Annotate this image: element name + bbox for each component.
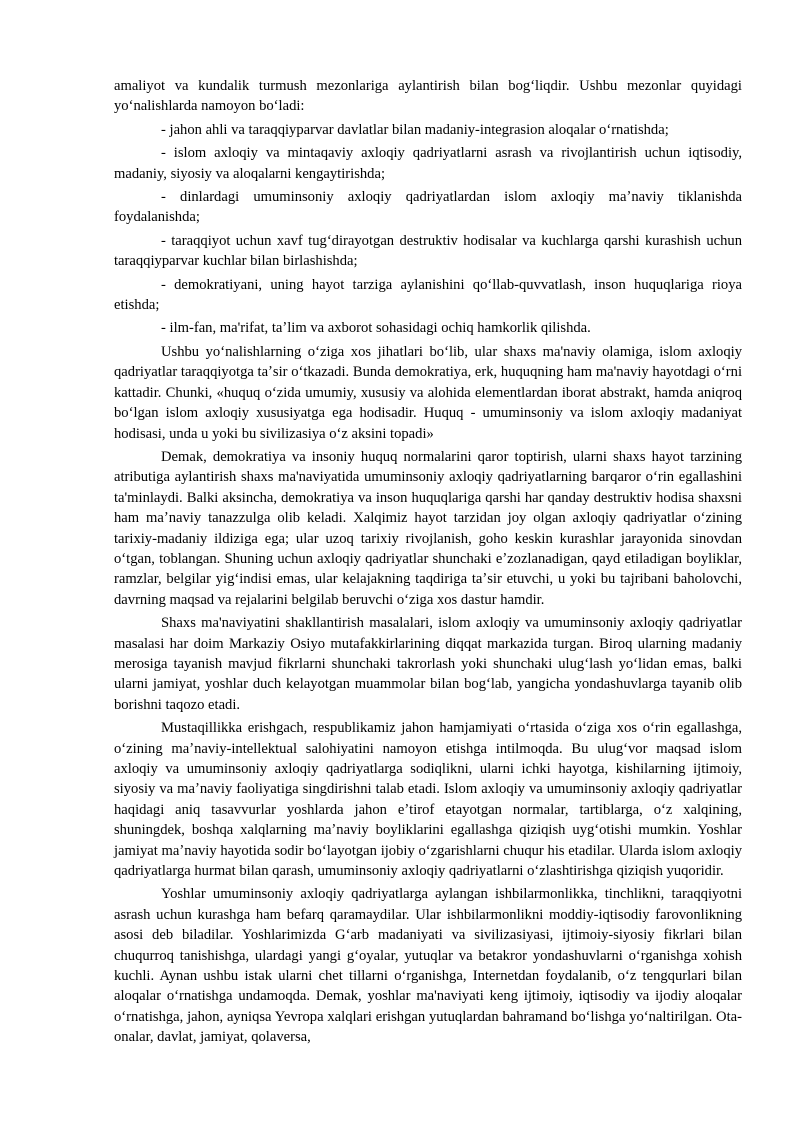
paragraph-directions: Ushbu yoʻnalishlarning oʻziga xos jihatlari boʻlib, ular shaxs ma'naviy olamiga, islom axloqiy qadriyatlar taraqqiyotga taʼsir oʻtkazadi. Bunda demokratiya, erk, huquqning ham ma'naviy hayotdagi oʻrni kattadir. Chunki, «huquq oʻzida umumiy, xususiy va alohida elementlardan iborat abstrakt, hamda aniqroq boʻlgan islom axloqiy xususiyatga ega hodisadir. Huquq - umuminsoniy va islom axloqiy madaniyat hodisasi, unda u yoki bu sivilizasiya oʻz aksini topadi» <box>114 343 742 442</box>
document-page <box>114 76 742 1051</box>
paragraph-democracy: Demak, demokratiya va insoniy huquq normalarini qaror toptirish, ularni shaxs hayot tarzining atributiga aylantirish shaxs ma'naviyatida umuminsoniy axloqiy qadriyatlarning barqaror oʻrin egallashini ta'minlaydi. Balki aksincha, demokratiya va inson huquqlariga qarshi har qanday destruktiv hodisa shaxsni ham maʼnaviy tanazzulga olib keladi. Xalqimiz hayot tarzidan joy olgan axloqiy qadriyatlar oʻzining tarixiy-madaniy ildiziga ega; ular uzoq tarixiy rivojlanish, goho keskin kurashlar jarayonida sinovdan oʻtgan, toblangan. Shuning uchun axloqiy qadriyatlar shunchaki eʼzozlanadigan, qayd etiladigan boyliklar, ramzlar, belgilar yigʻindisi emas, ular kelajakning taqdiriga taʼsir etuvchi, u yoki bu tajribani baholovchi, davrning maqsad va rejalarini belgilab beruvchi oʻziga xos dastur hamdir. <box>114 448 742 608</box>
paragraph-spirituality: Shaxs ma'naviyatini shakllantirish masalalari, islom axloqiy va umuminsoniy axloqiy qadriyatlar masalasi har doim Markaziy Osiyo mutafakkirlarining diqqat markazida turgan. Biroq ularning madaniy merosiga tayanish mavjud fikrlarni shunchaki takrorlash yoki shunchaki ulugʻlash yoʻlidan emas, balki ularni jamiyat, yoshlar duch kelayotgan muammolar bilan bogʻlab, yangicha yondashuvlarga tayanib olib borishni taqozo etadi. <box>114 615 742 713</box>
paragraph-independence: Mustaqillikka erishgach, respublikamiz jahon hamjamiyati oʻrtasida oʻziga xos oʻrin egallashga, oʻzining maʼnaviy-intellektual salohiyatini namoyon etishga intilmoqda. Bu ulugʻvor maqsad islom axloqiy va umuminsoniy axloqiy qadriyatlarga sodiqlikni, ularni ichki hayotga, kishilarning ijtimoiy, siyosiy va maʼnaviy faoliyatiga singdirishni talab etadi. Islom axloqiy va umuminsoniy axloqiy qadriyatlar haqidagi aniq tasavvurlar yoshlarda jahon eʼtirof etayotgan normalar, tartiblarga, oʻz xalqining, shuningdek, boshqa xalqlarning maʼnaviy boyliklarini egallashga qiziqish uygʻotishi mumkin. Yoshlar jamiyat maʼnaviy hayotida sodir boʻlayotgan ijobiy oʻzgarishlarni chuqur his etadilar. Ularda islom axloqiy qadriyatlarga hurmat bilan qarash, umuminsoniy axloqiy qadriyatlarni oʻzlashtirishga qiziqish yuqoridir. <box>114 720 742 880</box>
list-item-democracy: - demokratiyani, uning hayot tarziga aylanishini qoʻllab-quvvatlash, inson huquqlariga rioya etishda; <box>114 276 742 314</box>
list-item-preservation: - islom axloqiy va mintaqaviy axloqiy qadriyatlarni asrash va rivojlantirish uchun iqtisodiy, madaniy, siyosiy va aloqalarni kengaytirishda; <box>114 145 742 182</box>
list-item-cooperation: - ilm-fan, ma'rifat, taʼlim va axborot sohasidagi ochiq hamkorlik qilishda. <box>161 320 591 337</box>
list-item-integration: - jahon ahli va taraqqiyparvar davlatlar bilan madaniy-integrasion aloqalar oʻrnatishda; <box>161 121 669 138</box>
list-item-revival: - dinlardagi umuminsoniy axloqiy qadriyatlardan islom axloqiy maʼnaviy tiklanishda foydalanishda; <box>114 189 742 226</box>
list-item-unity: - taraqqiyot uchun xavf tugʻdirayotgan destruktiv hodisalar va kuchlarga qarshi kurashish uchun taraqqiyparvar kuchlar bilan birlashishda; <box>114 232 742 270</box>
paragraph-youth: Yoshlar umuminsoniy axloqiy qadriyatlarga aylangan ishbilarmonlikka, tinchlikni, taraqqiyotni asrash uchun kurashga ham befarq qaramaydilar. Ular ishbilarmonlikni moddiy-iqtisodiy farovonlikning asosi deb biladilar. Yoshlarimizda Gʻarb madaniyati va sivilizasiyasi, ijtimoiy-siyosiy fikrlari bilan chuqurroq tanishishga, ulardagi yangi gʻoyalar, yutuqlar va betakror yondashuvlarni oʻrganishga xohish kuchli. Aynan ushbu istak ularni chet tillarni oʻrganishga, Internetdan foydalanib, oʻz tengqurlari bilan aloqalar oʻrnatishga undamoqda. Demak, yoshlar ma'naviyati keng ijtimoiy, iqtisodiy va ijodiy aloqalar oʻrnatishga, jahon, ayniqsa Yevropa xalqlari erishgan yutuqlardan bahramand boʻlishga yoʻnaltirilgan. Ota-onalar, davlat, jamiyat, qolaversa, <box>114 886 742 1046</box>
paragraph-continuation: amaliyot va kundalik turmush mezonlariga aylantirish bilan bogʻliqdir. Ushbu mezonlar quyidagi yoʻnalishlarda namoyon boʻladi: <box>114 78 742 115</box>
